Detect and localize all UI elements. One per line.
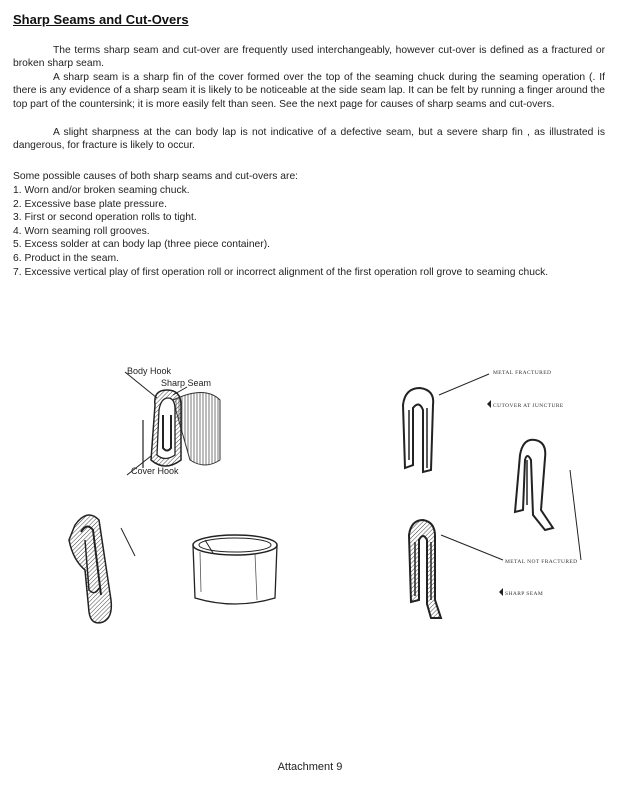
paragraph-sharp-seam: A sharp seam is a sharp fin of the cover formed over the top of the seaming chuck during the seaming operation (. If there is any evidence of a sharp seam it is likely to be noticeable at the side seam lap. It can be felt by running a finger around the top part of the countersink; it is more easily felt than seen. See the next page for causes of sharp seams and cut-overs. — [13, 72, 605, 110]
figure-right-illustrations — [385, 360, 610, 620]
list-item: 7. Excessive vertical play of first operation roll or incorrect alignment of the first operation roll grove to seaming chuck. — [13, 266, 549, 278]
can-rim-drawing — [193, 535, 277, 604]
list-item: 3. First or second operation rolls to tight. — [13, 212, 197, 224]
list-item: 4. Worn seaming roll grooves. — [13, 225, 150, 237]
list-item: 1. Worn and/or broken seaming chuck. — [13, 185, 190, 196]
list-item: 5. Excess solder at can body lap (three piece container). — [13, 239, 270, 251]
body-hook-label: Body Hook — [127, 366, 172, 376]
metal-not-fractured-label: METAL NOT FRACTURED — [505, 559, 578, 565]
figure-left-illustrations — [55, 360, 305, 630]
sharp-seam-label: Sharp Seam — [161, 378, 212, 388]
sharp-seam-right-label: SHARP SEAM — [505, 591, 544, 597]
not-fractured-seam-drawing — [409, 520, 441, 618]
page-title: Sharp Seams and Cut-Overs — [13, 12, 189, 27]
cover-hook-label: Cover Hook — [131, 466, 179, 476]
paragraph-lap: A slight sharpness at the can body lap is not indicative of a defective seam, but a severe sharp fin , as illustrated is dangerous, for fracture is likely to occur. — [13, 127, 605, 152]
cutover-at-juncture-label: CUTOVER AT JUNCTURE — [493, 403, 564, 409]
list-item: 2. Excessive base plate pressure. — [13, 198, 167, 210]
fractured-seam-drawing — [403, 388, 433, 472]
seam-cross-section-drawing — [143, 390, 220, 468]
sharp-fin-seam-drawing — [69, 515, 135, 623]
causes-list — [13, 184, 605, 279]
list-item: 6. Product in the seam. — [13, 252, 119, 264]
metal-fractured-label: METAL FRACTURED — [493, 370, 552, 376]
cutover-seam-drawing — [515, 440, 553, 530]
footer-attachment: Attachment 9 — [277, 761, 343, 773]
causes-intro: Some possible causes of both sharp seams and cut-overs are: — [13, 171, 299, 182]
paragraph-definition: The terms sharp seam and cut-over are frequently used interchangeably, however cut-over is defined as a fractured or broken sharp seam. — [13, 45, 605, 70]
